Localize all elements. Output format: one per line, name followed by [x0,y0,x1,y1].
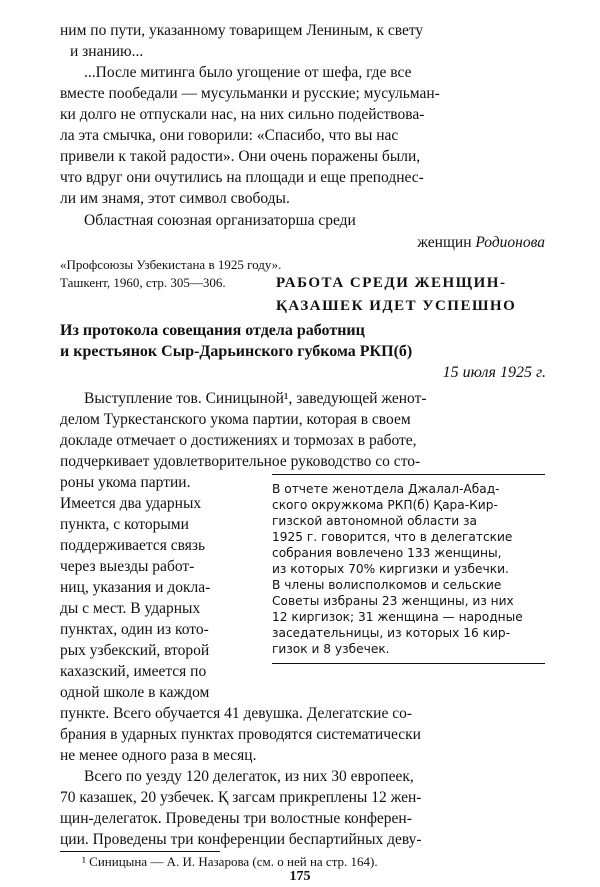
text-line: вместе пообедали — мусульманки и русские; мусульман- [60,85,440,102]
text-line: ки долго не отпускали нас, на них сильно подействова- [60,106,425,123]
text-line: и знанию... [70,43,144,60]
body-paragraph-3 [60,766,545,850]
text-line: щин-делегаток. Проведены три волостные конферен- [60,810,412,827]
text-line: роны укома партии. [60,474,191,491]
footnote: ¹ Синицына — А. И. Назарова (см. о ней на стр. 164). [82,854,378,869]
footnote-rule [60,851,220,852]
quote-paragraph [60,62,545,209]
sidebar-line: В члены волисполкомов и сельские [272,578,502,592]
text-line: через выезды работ- [60,558,195,575]
text-line: Всего по уезду 120 делегаток, из них 30 европеек, [84,768,414,785]
text-line: пункте. Всего обучается 41 девушка. Делегатские со- [60,705,412,722]
intro-paragraph [60,20,545,62]
subheading-line: Из протокола совещания отдела работниц [60,322,365,339]
text-line: ...После митинга было угощение от шефа, где все [84,64,412,81]
signature-line: Областная союзная организаторша среди [84,212,356,229]
text-line: ции. Проведены три конференции беспартийных деву- [60,831,422,848]
subheading-line: и крестьянок Сыр-Дарьинского губкома РКП(б) [60,343,413,360]
body-top [60,388,545,472]
sidebar-line: гизской автономной области за [272,514,477,528]
signature-prefix: женщин [417,234,472,251]
text-line: докладе отмечает о достижениях и тормозах в работе, [60,432,417,449]
body-narrow-column [60,472,272,703]
heading-line: ҚАЗАШЕК ИДЕТ УСПЕШНО [276,298,517,314]
text-line: ды с мест. В ударных [60,600,201,617]
document-subheading [60,320,550,362]
sidebar-line: Советы избраны 23 женщины, из них [272,594,514,608]
text-line: не менее одного раза в месяц. [60,747,257,764]
signature-name: Родионова [475,234,545,251]
sidebar-line: заседательницы, из которых 16 кир- [272,626,511,640]
text-line: подчеркивает удовлетворительное руководство со сто- [60,453,421,470]
sidebar-line: ского окружкома РКП(б) Қара-Кир- [272,498,498,512]
text-line: что вдруг они очутились на площади и еще преподнес- [60,169,424,186]
sidebar-note [272,474,545,664]
signature-name-line [360,232,545,253]
sidebar-line: гизок и 8 узбечек. [272,642,390,656]
text-line: делом Туркестанского укома партии, которая в своем [60,411,411,428]
document-date: 15 июля 1925 г. [442,364,546,381]
body-bottom [60,703,545,766]
text-line: кахазский, имеется по [60,663,207,680]
text-line: рых узбекский, второй [60,642,210,659]
text-line: брания в ударных пунктах проводятся систематически [60,726,421,743]
text-line: ли им знамя, этот символ свободы. [60,190,290,207]
source-line: Ташкент, 1960, стр. 305—306. [60,275,226,290]
text-line: одной школе в каждом [60,684,210,701]
heading-line: РАБОТА СРЕДИ ЖЕНЩИН- [276,275,507,291]
text-line: 70 казашек, 20 узбечек. Қ загсам прикреплены 12 жен- [60,789,422,806]
text-line: ним по пути, указанному товарищем Лениным, к свету [60,22,424,39]
text-line: привели к такой радости». Они очень поражены были, [60,148,421,165]
sidebar-line: собрания вовлечено 133 женщины, [272,546,502,560]
source-line: «Профсоюзы Узбекистана в 1925 году». [60,257,282,272]
sidebar-line: В отчете женотдела Джалал-Абад- [272,482,500,496]
text-line: пунктах, один из кото- [60,621,209,638]
page-number: 175 [289,869,311,884]
text-line: ниц, указания и докла- [60,579,211,596]
text-line: Выступление тов. Синицыной¹, заведующей женот- [84,390,427,407]
text-line: Имеется два ударных [60,495,202,512]
sidebar-line: 1925 г. говорится, что в делегатские [272,530,513,544]
sidebar-line: 12 киргизок; 31 женщина — народные [272,610,523,624]
sidebar-line: из которых 70% киргизки и узбечки. [272,562,509,576]
text-line: поддерживается связь [60,537,206,554]
text-line: ла эта смычка, они говорили: «Спасибо, что вы нас [60,127,399,144]
signature-title [84,210,544,231]
section-heading [276,272,546,318]
text-line: пункта, с которыми [60,516,189,533]
